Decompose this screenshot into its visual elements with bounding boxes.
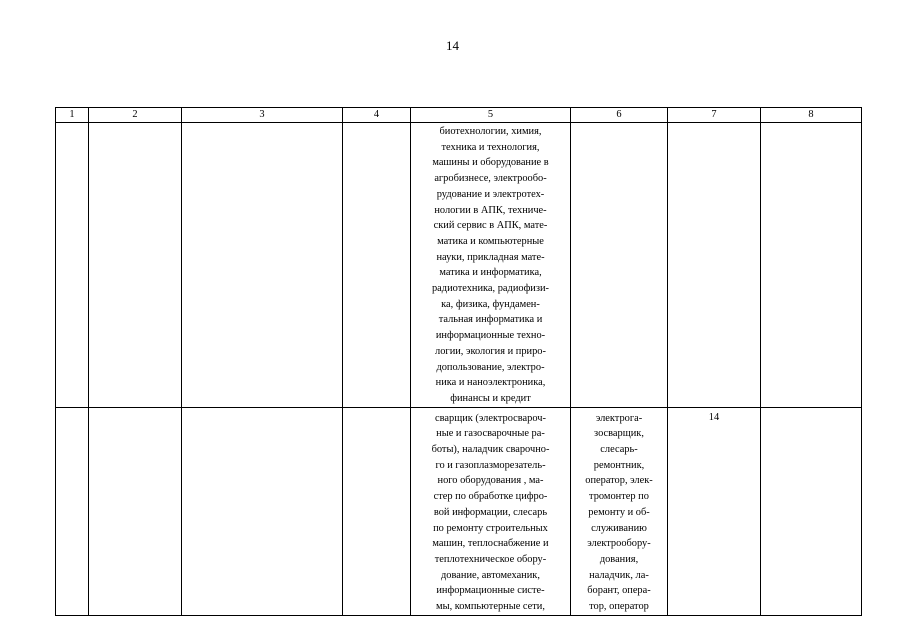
page-number: 14 [446, 38, 459, 53]
table-row [56, 407, 862, 615]
table-cell [668, 407, 761, 615]
table-cell [411, 123, 571, 408]
table-cell [89, 123, 182, 408]
table-cell [761, 407, 862, 615]
cell-text: электрога- зосварщик, слесарь- ремонтник, оператор, элек- тромонтер по ремонту и об- служиванию электрообору- дования, наладчик, ла- борант, опера- тор, оператор [585, 412, 653, 613]
column-header-6: 6 [571, 108, 668, 123]
cell-text: сварщик (электросвароч- ные и газосварочные ра- боты), наладчик сварочно- го и газоплазморезатель- ного оборудования , ма- стер по обработке цифро- вой информации, слесарь по ремонту строительных машин, теплоснабжение и теплотехническое обору- дование, автомеханик, информационные систе- мы, компьютерные сети, [431, 412, 550, 613]
column-header-8: 8 [761, 108, 862, 123]
cell-text: биотехнологии, химия, техника и технология, машины и оборудование в агробизнесе, электрообо- рудование и электротех- нологии в АПК, техниче- ский сервис в АПК, мате- матика и компьютерные науки, прикладная мате- матика и информатика, радиотехника, радиофизи- ка, физика, фундамен- тальная информатика и информационные техно- логии, экология и приро- допользование, электро- ника и наноэлектроника, финансы и кредит [431, 126, 549, 404]
table-cell [182, 123, 343, 408]
column-header-2: 2 [89, 108, 182, 123]
column-header-3: 3 [182, 108, 343, 123]
table-cell [668, 123, 761, 408]
table-cell [571, 407, 668, 615]
data-table [55, 107, 862, 616]
column-header-5: 5 [411, 108, 571, 123]
column-header-4: 4 [343, 108, 411, 123]
table-cell [571, 123, 668, 408]
cell-text: 14 [708, 411, 720, 423]
table-cell [56, 123, 89, 408]
column-header-7: 7 [668, 108, 761, 123]
table-cell [761, 123, 862, 408]
header-row [56, 108, 862, 123]
table-cell [56, 407, 89, 615]
table-cell [182, 407, 343, 615]
table-cell [343, 123, 411, 408]
table-cell [343, 407, 411, 615]
table-row [56, 123, 862, 408]
table-cell [89, 407, 182, 615]
column-header-1: 1 [56, 108, 89, 123]
table-cell [411, 407, 571, 615]
